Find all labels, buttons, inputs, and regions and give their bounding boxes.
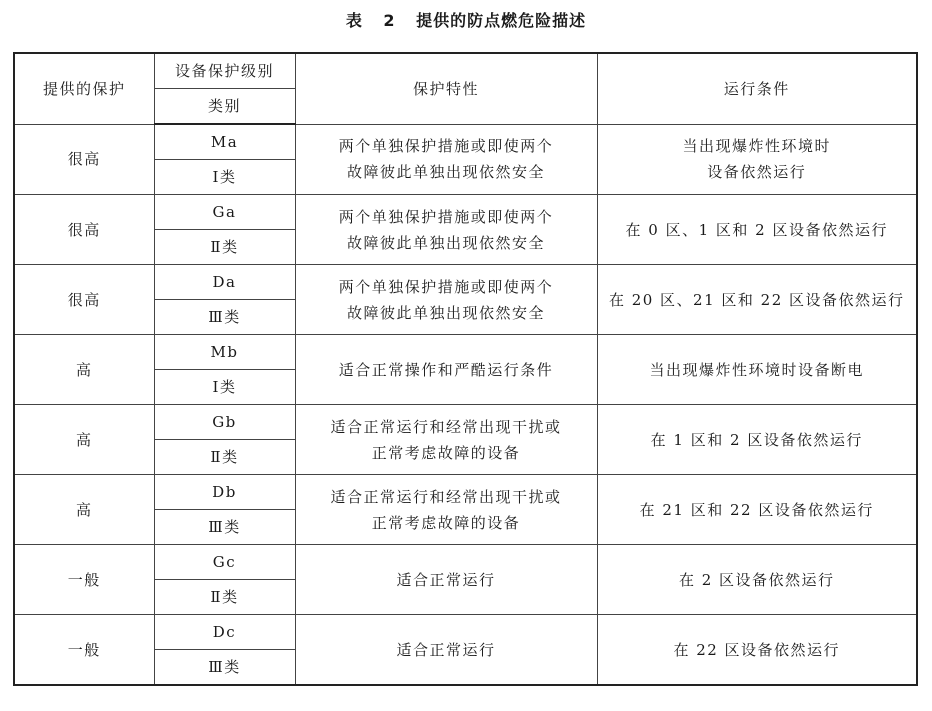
characteristics-cell	[295, 615, 597, 686]
protection-level-cell: Ma	[154, 124, 295, 160]
characteristics-line: 故障彼此单独出现依然安全	[346, 303, 545, 322]
header-epl-bottom: 类别	[154, 89, 295, 125]
header-characteristics: 保护特性	[295, 53, 597, 124]
conditions-line: 在 0 区、1 区和 2 区设备依然运行	[625, 220, 888, 239]
category-cell: Ⅱ类	[154, 580, 295, 615]
protection-level-cell: Db	[154, 475, 295, 510]
protection-cell: 高	[14, 475, 154, 545]
table-row	[14, 615, 917, 650]
conditions-cell	[597, 195, 917, 265]
conditions-line: 当出现爆炸性环境时设备断电	[649, 360, 864, 379]
table-title	[0, 8, 932, 31]
conditions-line: 在 20 区、21 区和 22 区设备依然运行	[608, 290, 905, 309]
category-cell: Ⅲ类	[154, 300, 295, 335]
characteristics-line: 两个单独保护措施或即使两个	[338, 277, 554, 296]
conditions-cell	[597, 545, 917, 615]
hazard-table	[13, 52, 918, 686]
characteristics-line: 正常考虑故障的设备	[371, 513, 521, 532]
conditions-cell	[597, 615, 917, 686]
characteristics-cell	[295, 195, 597, 265]
table-row	[14, 545, 917, 580]
table-row	[14, 265, 917, 300]
header-epl-top: 设备保护级别	[154, 53, 295, 89]
conditions-line: 设备依然运行	[707, 163, 807, 182]
characteristics-line: 两个单独保护措施或即使两个	[338, 207, 554, 226]
protection-cell: 高	[14, 405, 154, 475]
header-row	[14, 53, 917, 89]
protection-level-cell: Gc	[154, 545, 295, 580]
protection-cell: 很高	[14, 195, 154, 265]
category-cell: Ⅲ类	[154, 650, 295, 686]
characteristics-line: 两个单独保护措施或即使两个	[338, 137, 554, 156]
protection-cell: 一般	[14, 545, 154, 615]
protection-cell: 很高	[14, 265, 154, 335]
category-cell: Ⅱ类	[154, 230, 295, 265]
protection-cell: 一般	[14, 615, 154, 686]
conditions-cell	[597, 265, 917, 335]
protection-level-cell: Gb	[154, 405, 295, 440]
characteristics-line: 适合正常运行	[396, 640, 496, 659]
characteristics-cell	[295, 265, 597, 335]
category-cell: Ⅱ类	[154, 440, 295, 475]
table-row	[14, 475, 917, 510]
characteristics-line: 适合正常运行和经常出现干扰或	[330, 487, 562, 506]
characteristics-cell	[295, 335, 597, 405]
table-row	[14, 124, 917, 160]
characteristics-line: 故障彼此单独出现依然安全	[346, 163, 545, 182]
table-row	[14, 405, 917, 440]
table-title-number: 2	[383, 11, 396, 30]
characteristics-cell	[295, 475, 597, 545]
table-row	[14, 195, 917, 230]
conditions-cell	[597, 405, 917, 475]
header-conditions: 运行条件	[597, 53, 917, 124]
protection-level-cell: Ga	[154, 195, 295, 230]
characteristics-line: 适合正常运行和经常出现干扰或	[330, 417, 562, 436]
characteristics-line: 适合正常运行	[396, 570, 496, 589]
characteristics-line: 适合正常操作和严酷运行条件	[338, 360, 554, 379]
conditions-line: 在 1 区和 2 区设备依然运行	[650, 430, 863, 449]
characteristics-cell	[295, 545, 597, 615]
conditions-line: 在 22 区设备依然运行	[673, 640, 841, 659]
conditions-line: 在 2 区设备依然运行	[678, 570, 835, 589]
conditions-cell	[597, 475, 917, 545]
category-cell: Ⅰ类	[154, 160, 295, 195]
conditions-cell	[597, 335, 917, 405]
protection-level-cell: Mb	[154, 335, 295, 370]
category-cell: Ⅲ类	[154, 510, 295, 545]
characteristics-line: 故障彼此单独出现依然安全	[346, 233, 545, 252]
table-title-label: 表	[345, 11, 363, 30]
conditions-line: 在 21 区和 22 区设备依然运行	[639, 500, 874, 519]
header-protection: 提供的保护	[14, 53, 154, 124]
table-row	[14, 335, 917, 370]
protection-cell: 高	[14, 335, 154, 405]
category-cell: Ⅰ类	[154, 370, 295, 405]
protection-cell: 很高	[14, 124, 154, 195]
protection-level-cell: Da	[154, 265, 295, 300]
conditions-line: 当出现爆炸性环境时	[682, 137, 831, 156]
characteristics-cell	[295, 124, 597, 195]
characteristics-cell	[295, 405, 597, 475]
table-title-text: 提供的防点燃危险描述	[416, 11, 587, 30]
conditions-cell	[597, 124, 917, 195]
protection-level-cell: Dc	[154, 615, 295, 650]
characteristics-line: 正常考虑故障的设备	[371, 443, 521, 462]
